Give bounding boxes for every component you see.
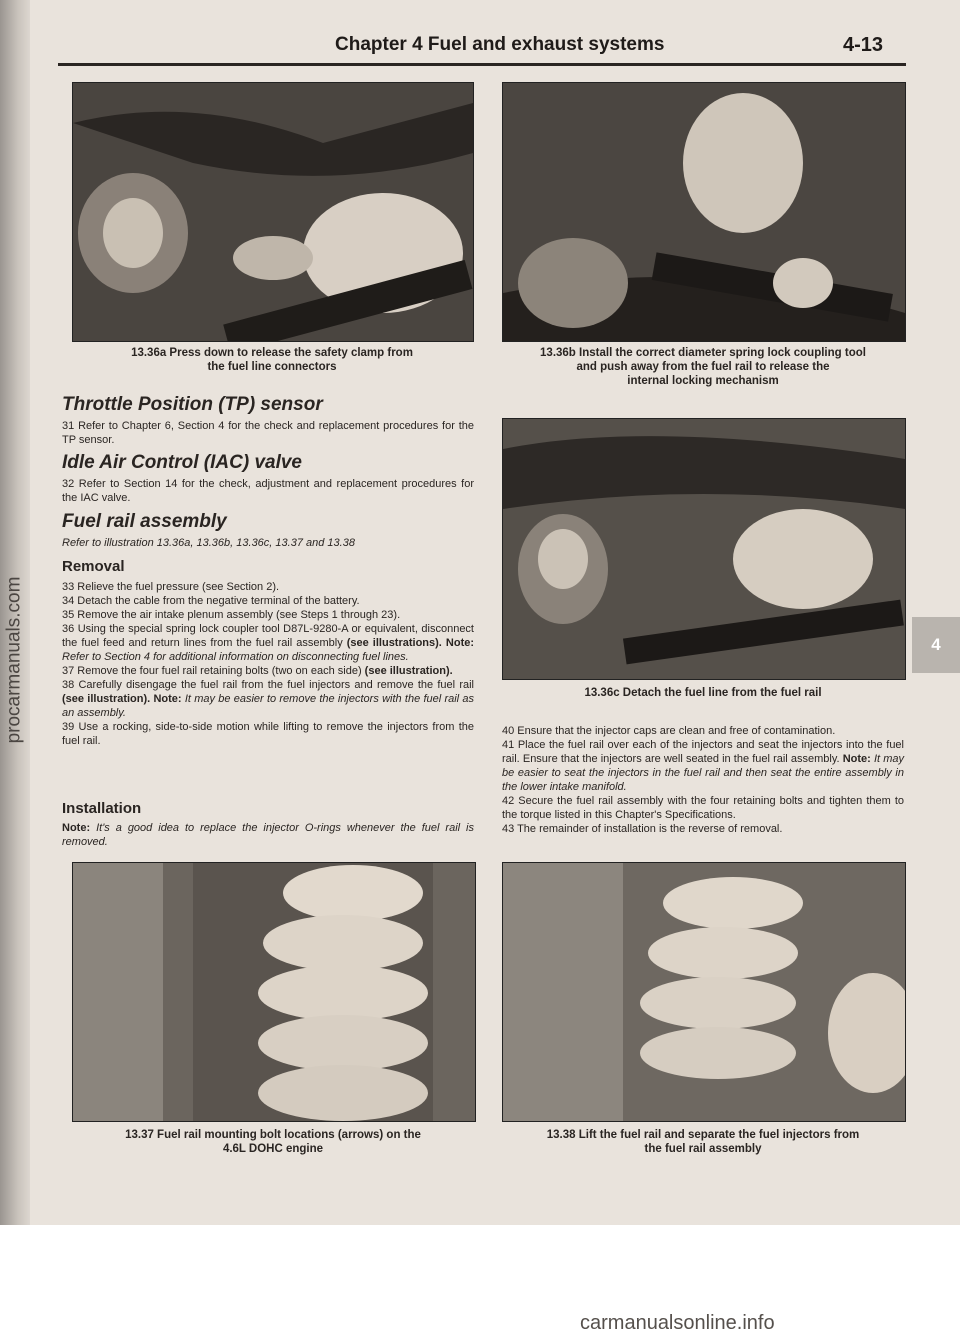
para-38: 38 Carefully disengage the fuel rail from the fuel injectors and remove the fuel rail (see illustration). Note: It may be easier to remove the injectors with the fuel rail as an assembly. <box>62 679 474 719</box>
heading-installation: Installation <box>62 800 142 817</box>
illustration-reference: Refer to illustration 13.36a, 13.36b, 13.36c, 13.37 and 13.38 <box>62 537 355 549</box>
photo-13-38 <box>502 862 906 1122</box>
photo-13-36a <box>72 82 474 342</box>
para-36: 36 Using the special spring lock coupler tool D87L-9280-A or equivalent, disconnect the fuel feed and return lines from the fuel rail assembly (see illustrations). Note: Refer to Section 4 for additional information on disconnecting fuel lines. <box>62 623 475 663</box>
para-39: 39 Use a rocking, side-to-side motion while lifting to remove the injectors from the fuel rail. <box>62 721 474 747</box>
header-rule <box>58 63 906 66</box>
caption-13-37: 13.37 Fuel rail mounting bolt locations (arrows) on the 4.6L DOHC engine <box>125 1129 421 1155</box>
caption-13-38: 13.38 Lift the fuel rail and separate the fuel injectors from the fuel rail assembly <box>546 1129 860 1155</box>
installation-note: Note: It's a good idea to replace the injector O-rings whenever the fuel rail is removed. <box>62 822 474 848</box>
page-header: Chapter 4 Fuel and exhaust systems <box>335 34 665 55</box>
install-steps <box>502 724 904 836</box>
heading-removal: Removal <box>62 558 125 575</box>
photo-13-36b <box>502 82 906 342</box>
side-watermark: procarmanuals.com <box>3 576 24 744</box>
para-33: 33 Relieve the fuel pressure (see Section 2). <box>62 581 280 593</box>
caption-13-36c: 13.36c Detach the fuel line from the fuel rail <box>584 687 822 699</box>
photo-13-37 <box>72 862 476 1122</box>
page-number: 4-13 <box>843 34 884 56</box>
para-41: 41 Place the fuel rail over each of the injectors and seat the injectors into the fuel rail. Ensure that the injectors are well seated in the fuel rail assembly. Note: It may be easier to seat the injectors in the fuel rail and then seat the entire assembly in the lower intake manifold. <box>502 739 904 793</box>
removal-steps <box>62 580 474 748</box>
heading-tp-sensor: Throttle Position (TP) sensor <box>62 394 323 415</box>
para-40: 40 Ensure that the injector caps are clean and free of contamination. <box>502 725 836 737</box>
para-35: 35 Remove the air intake plenum assembly (see Steps 1 through 23). <box>62 609 401 621</box>
para-34: 34 Detach the cable from the negative terminal of the battery. <box>62 595 360 607</box>
para-37: 37 Remove the four fuel rail retaining bolts (two on each side) (see illustration). <box>62 665 453 677</box>
para-32: 32 Refer to Section 14 for the check, adjustment and replacement procedures for the IAC valve. <box>62 478 474 504</box>
heading-fuel-rail: Fuel rail assembly <box>62 511 227 532</box>
photo-13-36c <box>502 418 906 680</box>
para-43: 43 The remainder of installation is the reverse of removal. <box>502 823 783 835</box>
caption-13-36b: 13.36b Install the correct diameter spring lock coupling tool and push away from the fuel rail to release the internal locking mechanism <box>540 347 866 387</box>
footer-watermark: carmanualsonline.info <box>580 1312 775 1334</box>
caption-13-36a: 13.36a Press down to release the safety clamp from the fuel line connectors <box>131 347 413 373</box>
para-42: 42 Secure the fuel rail assembly with the four retaining bolts and tighten them to the torque listed in this Chapter's Specifications. <box>502 795 904 821</box>
chapter-tab: 4 <box>912 617 960 673</box>
heading-iac-valve: Idle Air Control (IAC) valve <box>62 452 302 473</box>
para-31: 31 Refer to Chapter 6, Section 4 for the check and replacement procedures for the TP sensor. <box>62 420 474 446</box>
